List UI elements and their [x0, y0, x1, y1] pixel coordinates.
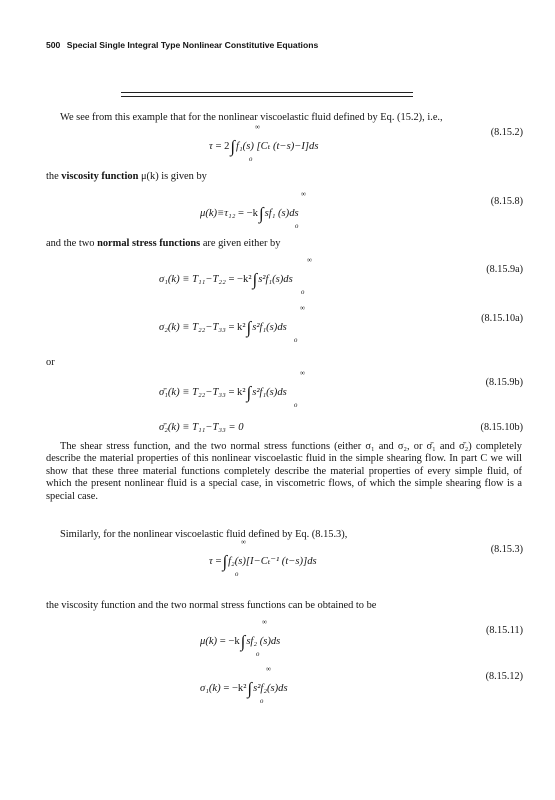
eq-number-8-15-10a: (8.15.10a) — [481, 313, 523, 324]
equation-8-15-3: τ =∫f₂(s)[I−Cₜ⁻¹ (t−s)]ds ∞ o — [209, 539, 317, 578]
equation-8-15-11: μ(k) = −k∫sf₂ (s)ds ∞ o — [200, 619, 281, 658]
normal-stress-intro: and the two normal stress functions are given either by — [46, 238, 281, 249]
obtained-paragraph: the viscosity function and the two normal stress functions can be obtained to be — [46, 600, 377, 611]
equation-8-15-9a: σ₁(k) ≡ T₁₁−T₂₂ = −k²∫s²f₁(s)ds ∞ o — [159, 257, 312, 296]
eq-number-8-15-9b: (8.15.9b) — [485, 377, 523, 388]
equation-8-15-12: σ₁(k) = −k²∫s²f₂(s)ds ∞ o — [200, 666, 288, 705]
eq-number-8-15-9a: (8.15.9a) — [486, 264, 523, 275]
equation-8-15-8: μ(k)≡τ₁₂ = −k∫sf₁ (s)ds ∞ o — [200, 191, 306, 230]
similarly-paragraph: Similarly, for the nonlinear viscoelastic fluid defined by Eq. (8.15.3), — [60, 529, 348, 540]
viscosity-intro: the viscosity function μ(k) is given by — [46, 171, 207, 182]
equation-8-15-10b: σ̄₂(k) ≡ T₁₁−T₃₃ = 0 — [159, 422, 244, 433]
eq-number-8-15-10b: (8.15.10b) — [480, 422, 523, 433]
eq-number-8-15-8: (8.15.8) — [490, 196, 523, 207]
or-label: or — [46, 357, 55, 368]
eq-number-8-15-12: (8.15.12) — [485, 671, 523, 682]
eq-number-8-15-11: (8.15.11) — [486, 625, 523, 636]
eq-number-8-15-3: (8.15.3) — [490, 544, 523, 555]
equation-8-15-9b: σ̄₁(k) ≡ T₂₂−T₃₃ = k²∫s²f₁(s)ds ∞ o — [159, 370, 305, 409]
equation-8-15-10a: σ₂(k) ≡ T₂₂−T₃₃ = k²∫s²f₁(s)ds ∞ o — [159, 305, 305, 344]
section-rule-bottom — [121, 96, 413, 97]
running-title: Special Single Integral Type Nonlinear Constitutive Equations — [66, 40, 319, 50]
equation-8-15-2: τ = 2∫f₁(s) [Cₜ (t−s)−I]ds ∞ o — [209, 124, 319, 163]
page-number: 500 — [46, 40, 61, 50]
intro-paragraph: We see from this example that for the nonlinear viscoelastic fluid defined by Eq. (15.2), i.e., — [60, 112, 443, 123]
shear-stress-paragraph: The shear stress function, and the two normal stress functions (either σ₁ and σ₂, or σ̄₁ and σ̄₂) completely describe the material properties of this nonlinear viscoelastic fluid in the simple shearing flow. In part C we will show that these three material functions completely describe the material properties of every simple fluid, of which the present nonlinear fluid is a special case, in viscometric flows, of which the simple shearing flow is a special case. — [46, 441, 522, 502]
section-rule-top — [121, 92, 413, 93]
running-head — [46, 40, 318, 50]
eq-number-8-15-2: (8.15.2) — [490, 127, 523, 138]
